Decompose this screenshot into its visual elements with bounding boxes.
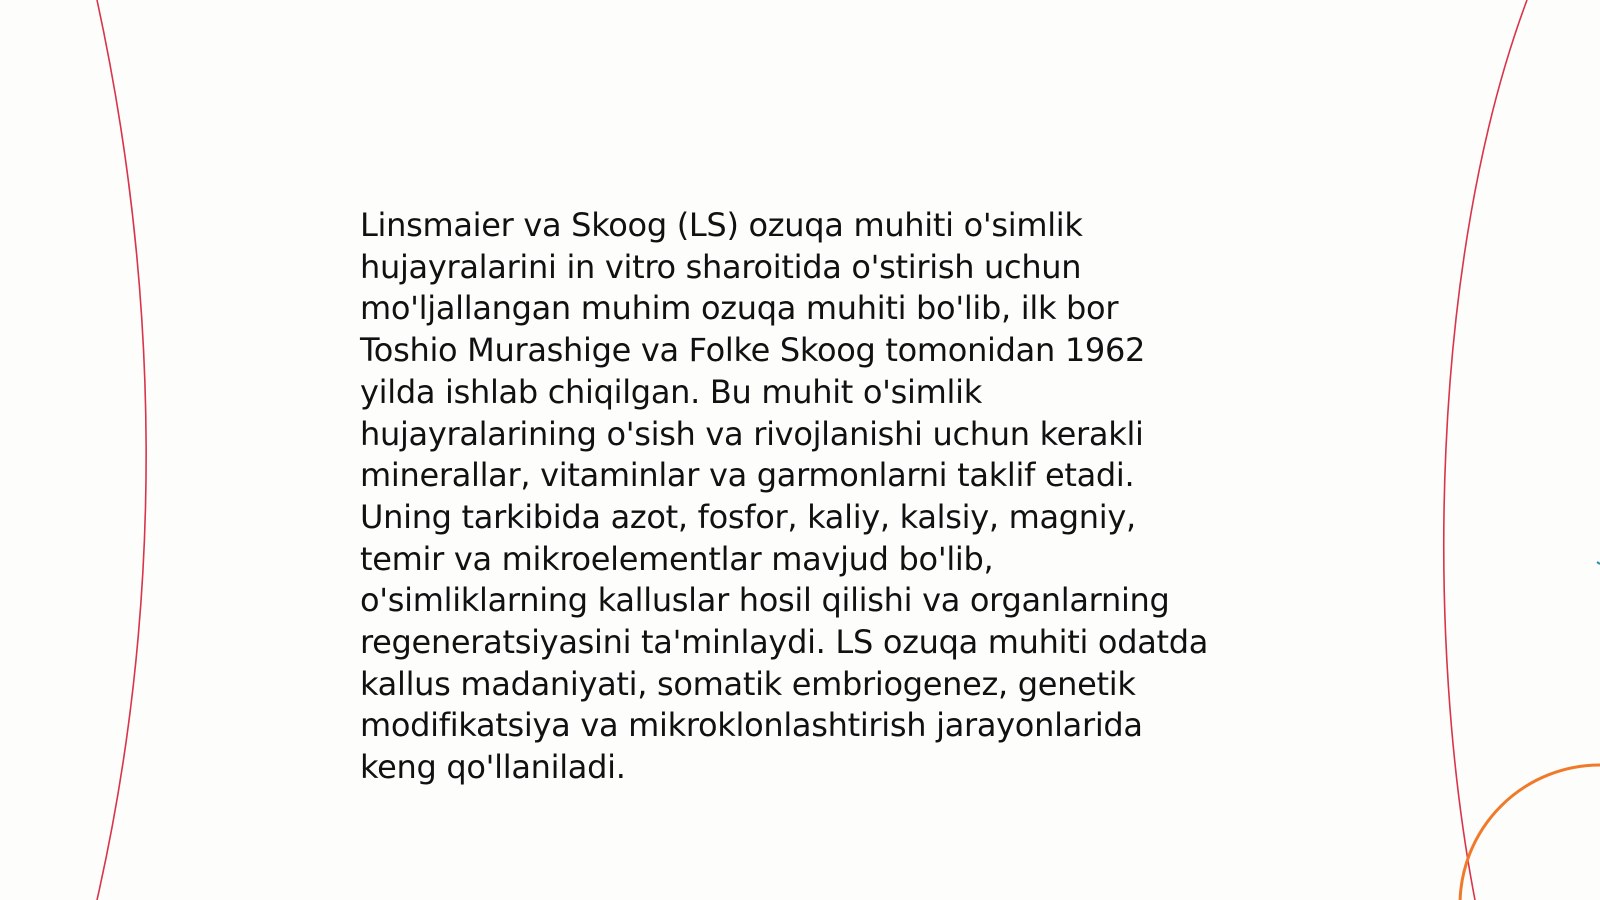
text-line: modifikatsiya va mikroklonlashtirish jarayonlarida (360, 706, 1143, 745)
text-line: yilda ishlab chiqilgan. Bu muhit o'simlik (360, 372, 982, 411)
left-arc (97, 0, 146, 900)
text-line: keng qo'llaniladi. (360, 748, 626, 787)
text-line: Uning tarkibida azot, fosfor, kaliy, kalsiy, magniy, (360, 497, 1136, 536)
text-line: Toshio Murashige va Folke Skoog tomonidan 1962 (360, 331, 1146, 370)
text-line: hujayralarining o'sish va rivojlanishi uchun kerakli (360, 414, 1144, 453)
text-line: temir va mikroelementlar mavjud bo'lib, (360, 539, 994, 578)
right-arc (1444, 0, 1527, 900)
text-line: Linsmaier va Skoog (LS) ozuqa muhiti o'simlik (360, 206, 1083, 244)
orange-circle (1460, 765, 1600, 900)
text-line: o'simliklarning kalluslar hosil qilishi va organlarning (360, 581, 1170, 620)
text-line: kallus madaniyati, somatik embriogenez, genetik (360, 664, 1136, 703)
text-line: regeneratsiyasini ta'minlaydi. LS ozuqa muhiti odatda (360, 623, 1209, 662)
text-line: mo'ljallangan muhim ozuqa muhiti bo'lib, ilk bor (360, 289, 1119, 328)
slide-body-text (360, 205, 1240, 789)
text-line: hujayralarini in vitro sharoitida o'stirish uchun (360, 247, 1082, 286)
text-line: minerallar, vitaminlar va garmonlarni taklif etadi. (360, 456, 1135, 495)
